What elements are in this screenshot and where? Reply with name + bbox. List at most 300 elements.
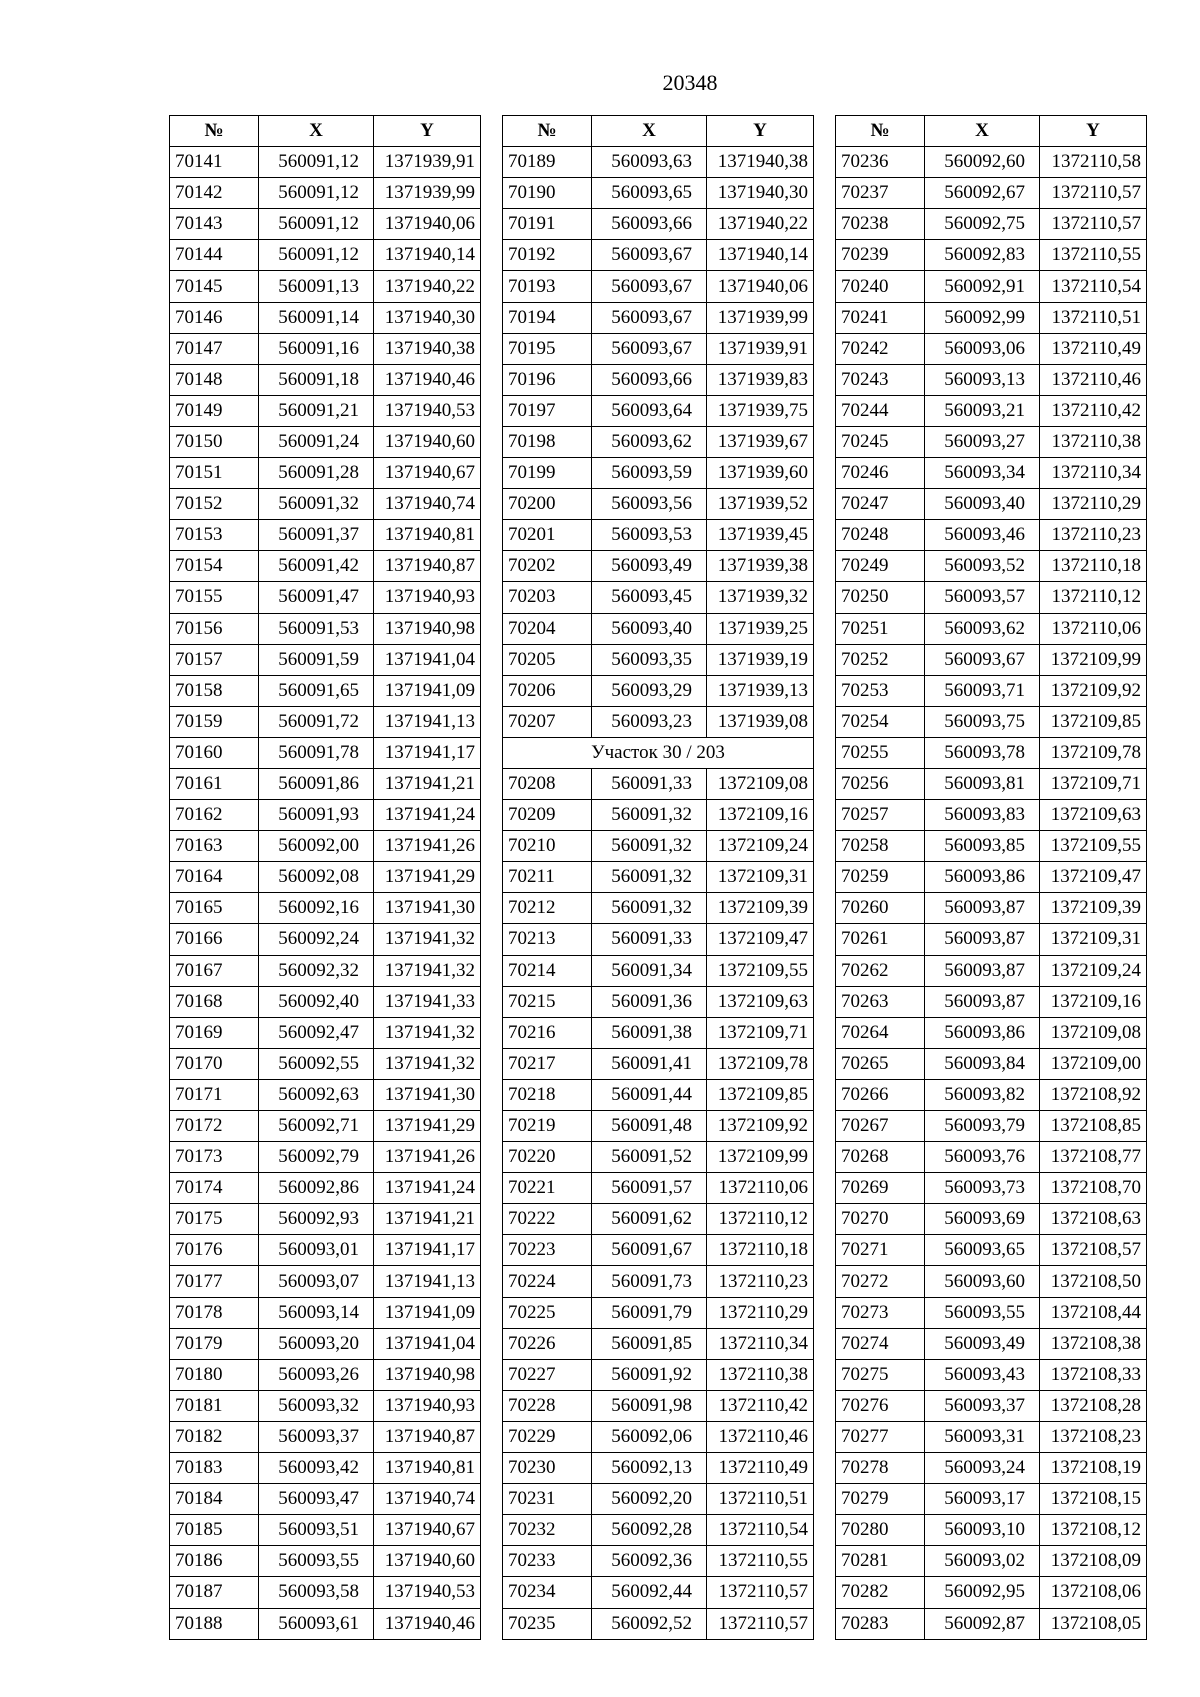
point-number-cell: 70202	[503, 551, 592, 582]
point-number-cell: 70183	[170, 1453, 259, 1484]
point-number-cell: 70192	[503, 240, 592, 271]
x-coordinate-cell: 560091,24	[259, 426, 374, 457]
y-coordinate-cell: 1372109,24	[1040, 955, 1147, 986]
point-number-cell: 70155	[170, 582, 259, 613]
x-coordinate-cell: 560092,36	[592, 1546, 707, 1577]
x-coordinate-cell: 560091,67	[592, 1235, 707, 1266]
table-row	[836, 862, 1147, 893]
y-coordinate-cell: 1371940,93	[374, 582, 481, 613]
x-coordinate-cell: 560093,20	[259, 1328, 374, 1359]
point-number-cell: 70236	[836, 147, 925, 178]
y-coordinate-cell: 1372110,55	[707, 1546, 814, 1577]
table-row	[836, 986, 1147, 1017]
x-coordinate-cell: 560091,57	[592, 1173, 707, 1204]
y-coordinate-cell: 1371941,13	[374, 1266, 481, 1297]
x-coordinate-cell: 560091,14	[259, 302, 374, 333]
y-coordinate-cell: 1372110,42	[707, 1390, 814, 1421]
y-coordinate-cell: 1372110,51	[1040, 302, 1147, 333]
x-coordinate-cell: 560092,95	[925, 1577, 1040, 1608]
point-number-cell: 70144	[170, 240, 259, 271]
x-coordinate-cell: 560092,86	[259, 1173, 374, 1204]
y-coordinate-cell: 1372109,39	[1040, 893, 1147, 924]
y-coordinate-cell: 1371940,74	[374, 1484, 481, 1515]
x-coordinate-cell: 560091,38	[592, 1017, 707, 1048]
y-coordinate-cell: 1372110,38	[1040, 426, 1147, 457]
point-number-cell: 70245	[836, 426, 925, 457]
x-coordinate-cell: 560092,83	[925, 240, 1040, 271]
y-coordinate-cell: 1371940,14	[374, 240, 481, 271]
x-coordinate-cell: 560091,32	[592, 862, 707, 893]
x-coordinate-cell: 560093,55	[925, 1297, 1040, 1328]
x-coordinate-cell: 560091,41	[592, 1048, 707, 1079]
y-coordinate-cell: 1372110,55	[1040, 240, 1147, 271]
x-coordinate-cell: 560093,40	[592, 613, 707, 644]
x-coordinate-cell: 560093,63	[592, 147, 707, 178]
point-number-cell: 70182	[170, 1421, 259, 1452]
x-coordinate-cell: 560093,67	[592, 271, 707, 302]
point-number-cell: 70153	[170, 520, 259, 551]
y-coordinate-cell: 1371939,32	[707, 582, 814, 613]
table-row	[503, 1297, 814, 1328]
y-coordinate-cell: 1371939,67	[707, 426, 814, 457]
y-coordinate-cell: 1372108,38	[1040, 1328, 1147, 1359]
column-header-x: X	[592, 116, 707, 147]
table-row	[503, 768, 814, 799]
point-number-cell: 70227	[503, 1359, 592, 1390]
point-number-cell: 70276	[836, 1390, 925, 1421]
x-coordinate-cell: 560092,00	[259, 831, 374, 862]
point-number-cell: 70244	[836, 395, 925, 426]
table-row	[836, 333, 1147, 364]
table-row	[503, 1577, 814, 1608]
table-row	[170, 1111, 481, 1142]
point-number-cell: 70172	[170, 1111, 259, 1142]
y-coordinate-cell: 1371940,67	[374, 458, 481, 489]
y-coordinate-cell: 1371940,38	[707, 147, 814, 178]
table-row	[503, 924, 814, 955]
x-coordinate-cell: 560093,87	[925, 924, 1040, 955]
y-coordinate-cell: 1371939,75	[707, 395, 814, 426]
y-coordinate-cell: 1372110,51	[707, 1484, 814, 1515]
point-number-cell: 70217	[503, 1048, 592, 1079]
y-coordinate-cell: 1371941,17	[374, 1235, 481, 1266]
table-row	[503, 1266, 814, 1297]
x-coordinate-cell: 560093,60	[925, 1266, 1040, 1297]
x-coordinate-cell: 560092,67	[925, 178, 1040, 209]
y-coordinate-cell: 1372109,16	[707, 800, 814, 831]
point-number-cell: 70203	[503, 582, 592, 613]
point-number-cell: 70198	[503, 426, 592, 457]
x-coordinate-cell: 560091,12	[259, 209, 374, 240]
point-number-cell: 70222	[503, 1204, 592, 1235]
y-coordinate-cell: 1371940,06	[707, 271, 814, 302]
table-row	[503, 209, 814, 240]
table-row	[170, 395, 481, 426]
table-row	[170, 613, 481, 644]
y-coordinate-cell: 1372108,15	[1040, 1484, 1147, 1515]
point-number-cell: 70164	[170, 862, 259, 893]
x-coordinate-cell: 560092,44	[592, 1577, 707, 1608]
y-coordinate-cell: 1371941,04	[374, 1328, 481, 1359]
column-header-y: Y	[1040, 116, 1147, 147]
x-coordinate-cell: 560093,31	[925, 1421, 1040, 1452]
y-coordinate-cell: 1371940,30	[374, 302, 481, 333]
y-coordinate-cell: 1371940,81	[374, 520, 481, 551]
x-coordinate-cell: 560091,33	[592, 924, 707, 955]
table-row	[170, 986, 481, 1017]
table-row	[170, 1079, 481, 1110]
table-row	[503, 1328, 814, 1359]
x-coordinate-cell: 560093,66	[592, 209, 707, 240]
y-coordinate-cell: 1372108,57	[1040, 1235, 1147, 1266]
table-row	[170, 924, 481, 955]
table-row	[170, 582, 481, 613]
table-row	[836, 1266, 1147, 1297]
point-number-cell: 70272	[836, 1266, 925, 1297]
y-coordinate-cell: 1372110,46	[1040, 364, 1147, 395]
y-coordinate-cell: 1372109,31	[1040, 924, 1147, 955]
table-row	[170, 520, 481, 551]
point-number-cell: 70167	[170, 955, 259, 986]
table-row	[503, 831, 814, 862]
column-header-number: №	[503, 116, 592, 147]
x-coordinate-cell: 560091,52	[592, 1142, 707, 1173]
point-number-cell: 70233	[503, 1546, 592, 1577]
x-coordinate-cell: 560091,92	[592, 1359, 707, 1390]
point-number-cell: 70175	[170, 1204, 259, 1235]
point-number-cell: 70249	[836, 551, 925, 582]
y-coordinate-cell: 1371939,91	[374, 147, 481, 178]
table-row	[836, 1515, 1147, 1546]
y-coordinate-cell: 1372108,09	[1040, 1546, 1147, 1577]
x-coordinate-cell: 560092,91	[925, 271, 1040, 302]
y-coordinate-cell: 1371940,22	[707, 209, 814, 240]
point-number-cell: 70154	[170, 551, 259, 582]
point-number-cell: 70247	[836, 489, 925, 520]
y-coordinate-cell: 1372109,39	[707, 893, 814, 924]
x-coordinate-cell: 560093,21	[925, 395, 1040, 426]
x-coordinate-cell: 560091,37	[259, 520, 374, 551]
x-coordinate-cell: 560091,33	[592, 768, 707, 799]
point-number-cell: 70230	[503, 1453, 592, 1484]
y-coordinate-cell: 1372109,78	[707, 1048, 814, 1079]
y-coordinate-cell: 1371941,30	[374, 1079, 481, 1110]
x-coordinate-cell: 560093,32	[259, 1390, 374, 1421]
table-row	[836, 1204, 1147, 1235]
table-row	[503, 364, 814, 395]
point-number-cell: 70241	[836, 302, 925, 333]
x-coordinate-cell: 560093,49	[592, 551, 707, 582]
point-number-cell: 70149	[170, 395, 259, 426]
x-coordinate-cell: 560091,12	[259, 147, 374, 178]
table-row	[503, 426, 814, 457]
x-coordinate-cell: 560091,13	[259, 271, 374, 302]
table-row	[170, 1484, 481, 1515]
x-coordinate-cell: 560091,73	[592, 1266, 707, 1297]
x-coordinate-cell: 560093,86	[925, 862, 1040, 893]
y-coordinate-cell: 1371939,60	[707, 458, 814, 489]
y-coordinate-cell: 1372109,08	[707, 768, 814, 799]
table-row	[170, 1515, 481, 1546]
table-row	[503, 271, 814, 302]
y-coordinate-cell: 1372108,63	[1040, 1204, 1147, 1235]
table-row	[503, 395, 814, 426]
point-number-cell: 70231	[503, 1484, 592, 1515]
x-coordinate-cell: 560092,08	[259, 862, 374, 893]
y-coordinate-cell: 1372110,49	[1040, 333, 1147, 364]
point-number-cell: 70176	[170, 1235, 259, 1266]
table-row	[170, 1359, 481, 1390]
x-coordinate-cell: 560093,64	[592, 395, 707, 426]
table-row	[503, 613, 814, 644]
table-row	[503, 178, 814, 209]
point-number-cell: 70226	[503, 1328, 592, 1359]
y-coordinate-cell: 1372109,99	[707, 1142, 814, 1173]
point-number-cell: 70189	[503, 147, 592, 178]
point-number-cell: 70212	[503, 893, 592, 924]
x-coordinate-cell: 560091,48	[592, 1111, 707, 1142]
x-coordinate-cell: 560092,28	[592, 1515, 707, 1546]
table-row	[836, 1079, 1147, 1110]
point-number-cell: 70190	[503, 178, 592, 209]
table-row	[170, 644, 481, 675]
table-row	[836, 1297, 1147, 1328]
y-coordinate-cell: 1372109,00	[1040, 1048, 1147, 1079]
table-row	[836, 551, 1147, 582]
table-row	[170, 1421, 481, 1452]
table-row	[170, 458, 481, 489]
y-coordinate-cell: 1372109,71	[1040, 768, 1147, 799]
table-row	[836, 1608, 1147, 1639]
point-number-cell: 70208	[503, 768, 592, 799]
point-number-cell: 70177	[170, 1266, 259, 1297]
y-coordinate-cell: 1372109,47	[1040, 862, 1147, 893]
table-row	[503, 1421, 814, 1452]
x-coordinate-cell: 560093,67	[592, 240, 707, 271]
table-row	[836, 893, 1147, 924]
table-row	[836, 395, 1147, 426]
y-coordinate-cell: 1372110,38	[707, 1359, 814, 1390]
y-coordinate-cell: 1371940,46	[374, 1608, 481, 1639]
y-coordinate-cell: 1371941,29	[374, 862, 481, 893]
point-number-cell: 70220	[503, 1142, 592, 1173]
y-coordinate-cell: 1371939,38	[707, 551, 814, 582]
column-header-number: №	[836, 116, 925, 147]
y-coordinate-cell: 1371939,91	[707, 333, 814, 364]
coordinates-table-3	[835, 115, 1147, 1640]
x-coordinate-cell: 560093,76	[925, 1142, 1040, 1173]
point-number-cell: 70205	[503, 644, 592, 675]
point-number-cell: 70270	[836, 1204, 925, 1235]
table-row	[170, 831, 481, 862]
y-coordinate-cell: 1371941,24	[374, 800, 481, 831]
y-coordinate-cell: 1371941,17	[374, 737, 481, 768]
x-coordinate-cell: 560092,13	[592, 1453, 707, 1484]
table-row	[503, 1546, 814, 1577]
table-row	[503, 1142, 814, 1173]
y-coordinate-cell: 1371941,21	[374, 768, 481, 799]
point-number-cell: 70199	[503, 458, 592, 489]
x-coordinate-cell: 560091,18	[259, 364, 374, 395]
point-number-cell: 70145	[170, 271, 259, 302]
point-number-cell: 70213	[503, 924, 592, 955]
y-coordinate-cell: 1371941,24	[374, 1173, 481, 1204]
y-coordinate-cell: 1372109,47	[707, 924, 814, 955]
x-coordinate-cell: 560092,32	[259, 955, 374, 986]
y-coordinate-cell: 1372109,08	[1040, 1017, 1147, 1048]
table-header-row	[503, 116, 814, 147]
column-header-y: Y	[374, 116, 481, 147]
y-coordinate-cell: 1371940,87	[374, 1421, 481, 1452]
x-coordinate-cell: 560093,57	[925, 582, 1040, 613]
x-coordinate-cell: 560093,01	[259, 1235, 374, 1266]
point-number-cell: 70263	[836, 986, 925, 1017]
point-number-cell: 70163	[170, 831, 259, 862]
table-row	[836, 582, 1147, 613]
y-coordinate-cell: 1372110,12	[1040, 582, 1147, 613]
table-row	[170, 768, 481, 799]
y-coordinate-cell: 1371941,32	[374, 1048, 481, 1079]
point-number-cell: 70216	[503, 1017, 592, 1048]
table-row	[503, 489, 814, 520]
y-coordinate-cell: 1372110,57	[707, 1577, 814, 1608]
x-coordinate-cell: 560092,63	[259, 1079, 374, 1110]
x-coordinate-cell: 560092,60	[925, 147, 1040, 178]
x-coordinate-cell: 560093,29	[592, 675, 707, 706]
x-coordinate-cell: 560091,32	[592, 893, 707, 924]
point-number-cell: 70142	[170, 178, 259, 209]
y-coordinate-cell: 1371940,22	[374, 271, 481, 302]
x-coordinate-cell: 560092,06	[592, 1421, 707, 1452]
table-row	[170, 1204, 481, 1235]
x-coordinate-cell: 560091,59	[259, 644, 374, 675]
point-number-cell: 70146	[170, 302, 259, 333]
y-coordinate-cell: 1371941,26	[374, 831, 481, 862]
table-row	[503, 551, 814, 582]
x-coordinate-cell: 560093,67	[592, 302, 707, 333]
y-coordinate-cell: 1372108,23	[1040, 1421, 1147, 1452]
point-number-cell: 70228	[503, 1390, 592, 1421]
table-row	[836, 1048, 1147, 1079]
table-row	[836, 240, 1147, 271]
table-row	[170, 955, 481, 986]
x-coordinate-cell: 560093,81	[925, 768, 1040, 799]
x-coordinate-cell: 560091,32	[592, 800, 707, 831]
coordinates-table-2	[502, 115, 814, 1640]
table-row	[503, 862, 814, 893]
y-coordinate-cell: 1371940,98	[374, 613, 481, 644]
point-number-cell: 70261	[836, 924, 925, 955]
point-number-cell: 70209	[503, 800, 592, 831]
y-coordinate-cell: 1371939,08	[707, 706, 814, 737]
y-coordinate-cell: 1372110,23	[707, 1266, 814, 1297]
y-coordinate-cell: 1372110,57	[707, 1608, 814, 1639]
y-coordinate-cell: 1371940,81	[374, 1453, 481, 1484]
table-row	[503, 1359, 814, 1390]
point-number-cell: 70251	[836, 613, 925, 644]
table-row	[170, 706, 481, 737]
x-coordinate-cell: 560093,84	[925, 1048, 1040, 1079]
table-row	[836, 302, 1147, 333]
coordinates-table-1	[169, 115, 481, 1640]
x-coordinate-cell: 560093,14	[259, 1297, 374, 1328]
y-coordinate-cell: 1372109,85	[1040, 706, 1147, 737]
table-row	[836, 520, 1147, 551]
table-row	[170, 147, 481, 178]
section-title: Участок 30 / 203	[503, 737, 814, 768]
table-row	[836, 737, 1147, 768]
y-coordinate-cell: 1372108,05	[1040, 1608, 1147, 1639]
point-number-cell: 70206	[503, 675, 592, 706]
table-row	[503, 893, 814, 924]
point-number-cell: 70250	[836, 582, 925, 613]
y-coordinate-cell: 1372109,31	[707, 862, 814, 893]
x-coordinate-cell: 560093,02	[925, 1546, 1040, 1577]
x-coordinate-cell: 560091,32	[259, 489, 374, 520]
point-number-cell: 70158	[170, 675, 259, 706]
y-coordinate-cell: 1372109,78	[1040, 737, 1147, 768]
point-number-cell: 70185	[170, 1515, 259, 1546]
table-row	[836, 1142, 1147, 1173]
table-row	[503, 520, 814, 551]
x-coordinate-cell: 560091,72	[259, 706, 374, 737]
point-number-cell: 70267	[836, 1111, 925, 1142]
point-number-cell: 70279	[836, 1484, 925, 1515]
x-coordinate-cell: 560093,83	[925, 800, 1040, 831]
y-coordinate-cell: 1372109,55	[1040, 831, 1147, 862]
table-row	[170, 1453, 481, 1484]
table-row	[170, 1048, 481, 1079]
table-row	[836, 706, 1147, 737]
point-number-cell: 70148	[170, 364, 259, 395]
table-row	[503, 1390, 814, 1421]
point-number-cell: 70166	[170, 924, 259, 955]
table-row	[170, 178, 481, 209]
point-number-cell: 70179	[170, 1328, 259, 1359]
column-header-x: X	[925, 116, 1040, 147]
table-row	[503, 1515, 814, 1546]
table-row	[170, 426, 481, 457]
point-number-cell: 70201	[503, 520, 592, 551]
y-coordinate-cell: 1371939,99	[707, 302, 814, 333]
x-coordinate-cell: 560091,42	[259, 551, 374, 582]
table-row	[170, 1328, 481, 1359]
x-coordinate-cell: 560093,07	[259, 1266, 374, 1297]
x-coordinate-cell: 560091,16	[259, 333, 374, 364]
x-coordinate-cell: 560093,46	[925, 520, 1040, 551]
point-number-cell: 70147	[170, 333, 259, 364]
table-row	[170, 1390, 481, 1421]
table-row	[170, 1546, 481, 1577]
table-row	[836, 1328, 1147, 1359]
table-row	[170, 1173, 481, 1204]
point-number-cell: 70162	[170, 800, 259, 831]
column-header-x: X	[259, 116, 374, 147]
x-coordinate-cell: 560093,37	[259, 1421, 374, 1452]
table-row	[836, 364, 1147, 395]
point-number-cell: 70265	[836, 1048, 925, 1079]
x-coordinate-cell: 560093,42	[259, 1453, 374, 1484]
table-row	[170, 675, 481, 706]
table-row	[836, 831, 1147, 862]
point-number-cell: 70168	[170, 986, 259, 1017]
y-coordinate-cell: 1372108,28	[1040, 1390, 1147, 1421]
y-coordinate-cell: 1372110,34	[1040, 458, 1147, 489]
table-row	[170, 364, 481, 395]
point-number-cell: 70204	[503, 613, 592, 644]
y-coordinate-cell: 1372108,19	[1040, 1453, 1147, 1484]
point-number-cell: 70178	[170, 1297, 259, 1328]
